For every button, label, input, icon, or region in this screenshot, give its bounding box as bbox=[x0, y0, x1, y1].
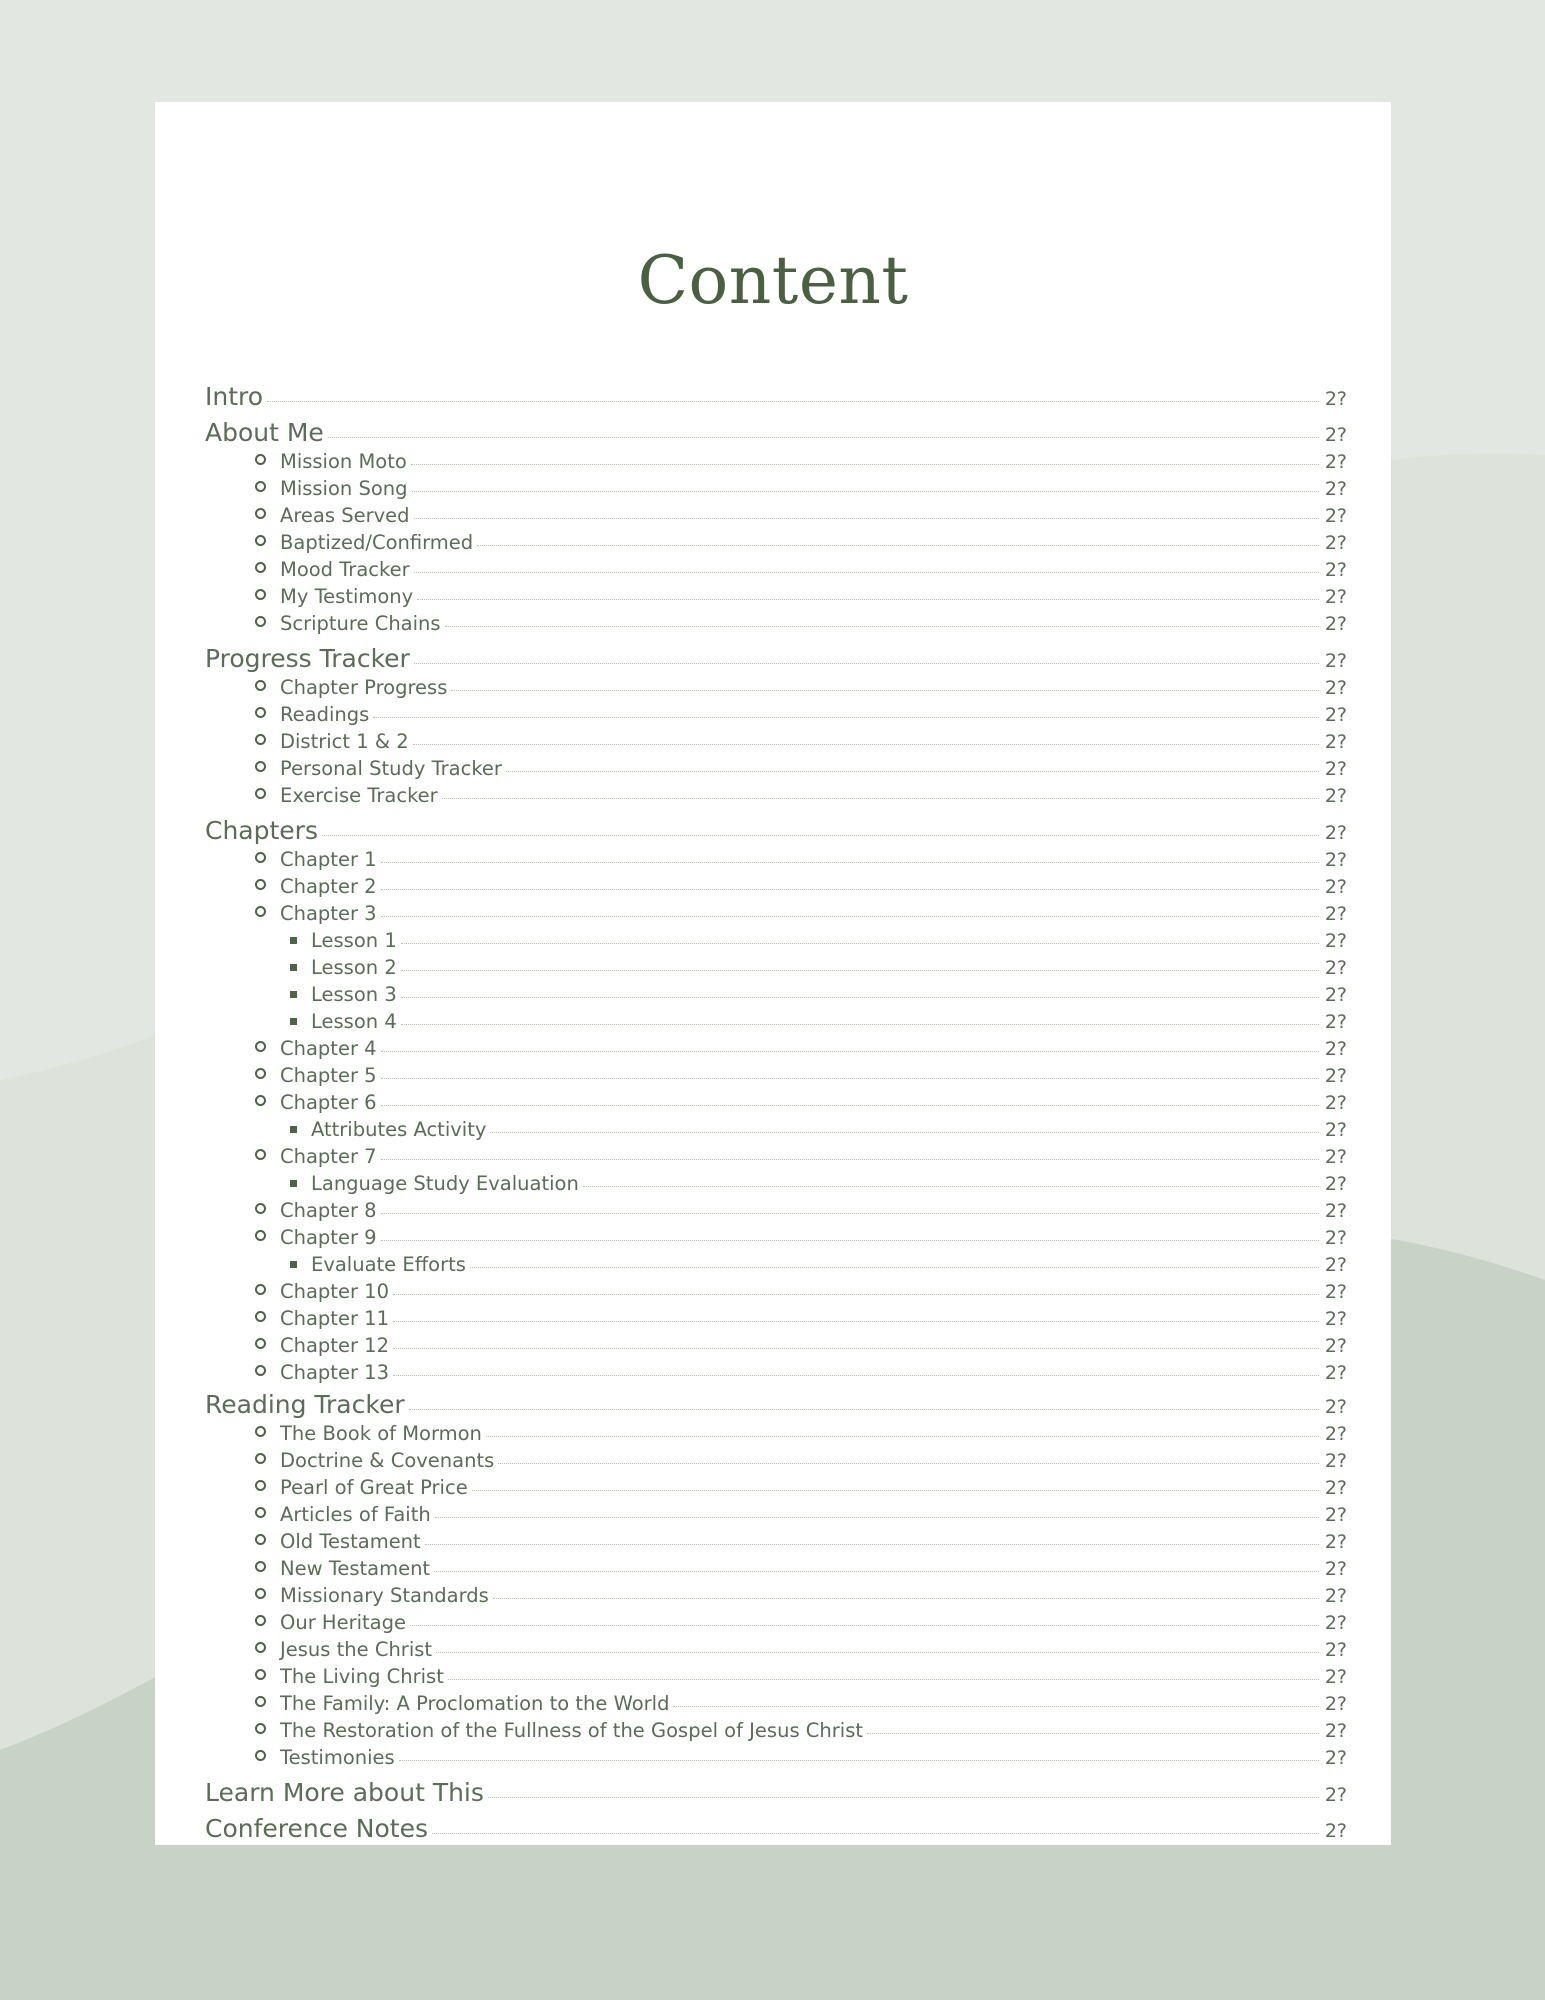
circle-bullet-icon bbox=[255, 761, 266, 772]
dot-leader bbox=[451, 690, 1318, 691]
toc-entry-page-number: 2? bbox=[1324, 1477, 1347, 1499]
dot-leader bbox=[435, 1517, 1319, 1518]
toc-entry[interactable] bbox=[205, 1778, 1347, 1807]
toc-entry[interactable] bbox=[205, 1064, 1347, 1087]
toc-entry-label: Reading Tracker bbox=[205, 1390, 405, 1419]
dot-leader bbox=[414, 663, 1319, 664]
dot-leader bbox=[393, 1375, 1319, 1376]
toc-entry-page-number: 2? bbox=[1324, 849, 1347, 871]
toc-entry-label: Chapter 6 bbox=[280, 1091, 377, 1114]
circle-bullet-icon bbox=[255, 1453, 266, 1464]
dot-leader bbox=[477, 545, 1319, 546]
toc-entry-page-number: 2? bbox=[1324, 1146, 1347, 1168]
dot-leader bbox=[381, 889, 1319, 890]
circle-bullet-icon bbox=[255, 1149, 266, 1160]
circle-bullet-icon bbox=[255, 1203, 266, 1214]
toc-entry-label: Personal Study Tracker bbox=[280, 757, 502, 780]
page-title: Content bbox=[637, 242, 909, 319]
toc-entry-page-number: 2? bbox=[1324, 478, 1347, 500]
toc-entry[interactable] bbox=[205, 450, 1347, 473]
toc-entry[interactable] bbox=[205, 1814, 1347, 1843]
toc-entry-label: About Me bbox=[205, 418, 324, 447]
toc-entry[interactable] bbox=[205, 558, 1347, 581]
dot-leader bbox=[867, 1733, 1319, 1734]
square-bullet-icon bbox=[290, 1261, 297, 1268]
toc-entry-label: District 1 & 2 bbox=[280, 730, 409, 753]
toc-entry-page-number: 2? bbox=[1324, 650, 1347, 672]
circle-bullet-icon bbox=[255, 562, 266, 573]
toc-entry[interactable] bbox=[205, 1584, 1347, 1607]
toc-entry-label: Pearl of Great Price bbox=[280, 1476, 468, 1499]
toc-entry-page-number: 2? bbox=[1324, 1693, 1347, 1715]
toc-entry-label: Progress Tracker bbox=[205, 644, 410, 673]
dot-leader bbox=[445, 626, 1319, 627]
toc-entry-label: Testimonies bbox=[280, 1746, 395, 1769]
toc-entry-page-number: 2? bbox=[1324, 1784, 1347, 1806]
toc-entry[interactable] bbox=[205, 1746, 1347, 1769]
toc-entry[interactable] bbox=[205, 644, 1347, 673]
circle-bullet-icon bbox=[255, 734, 266, 745]
toc-entry-page-number: 2? bbox=[1324, 1011, 1347, 1033]
toc-entry-page-number: 2? bbox=[1324, 532, 1347, 554]
square-bullet-icon bbox=[290, 1180, 297, 1187]
toc-entry[interactable] bbox=[205, 1172, 1347, 1195]
toc-entry-page-number: 2? bbox=[1324, 559, 1347, 581]
toc-entry-page-number: 2? bbox=[1324, 677, 1347, 699]
circle-bullet-icon bbox=[255, 1426, 266, 1437]
circle-bullet-icon bbox=[255, 707, 266, 718]
dot-leader bbox=[417, 599, 1319, 600]
circle-bullet-icon bbox=[255, 1669, 266, 1680]
toc-entry-label: Chapter 2 bbox=[280, 875, 377, 898]
circle-bullet-icon bbox=[255, 1561, 266, 1572]
dot-leader bbox=[434, 1571, 1319, 1572]
dot-leader bbox=[401, 997, 1319, 998]
dot-leader bbox=[267, 401, 1319, 402]
dot-leader bbox=[486, 1436, 1319, 1437]
dot-leader bbox=[381, 1105, 1319, 1106]
toc-entry[interactable] bbox=[205, 1611, 1347, 1634]
circle-bullet-icon bbox=[255, 616, 266, 627]
toc-entry-page-number: 2? bbox=[1324, 1423, 1347, 1445]
dot-leader bbox=[381, 1213, 1319, 1214]
dot-leader bbox=[381, 1078, 1319, 1079]
toc-entry-page-number: 2? bbox=[1324, 424, 1347, 446]
toc-entry[interactable] bbox=[205, 983, 1347, 1006]
circle-bullet-icon bbox=[255, 454, 266, 465]
dot-leader bbox=[413, 744, 1319, 745]
dot-leader bbox=[410, 1625, 1319, 1626]
toc-entry-label: Readings bbox=[280, 703, 370, 726]
square-bullet-icon bbox=[290, 937, 297, 944]
dot-leader bbox=[373, 717, 1319, 718]
dot-leader bbox=[381, 862, 1319, 863]
toc-entry-page-number: 2? bbox=[1324, 613, 1347, 635]
toc-entry-page-number: 2? bbox=[1324, 876, 1347, 898]
toc-entry[interactable] bbox=[205, 848, 1347, 871]
toc-entry-page-number: 2? bbox=[1324, 586, 1347, 608]
toc-entry[interactable] bbox=[205, 531, 1347, 554]
circle-bullet-icon bbox=[255, 1338, 266, 1349]
toc-entry[interactable] bbox=[205, 1091, 1347, 1114]
dot-leader bbox=[401, 943, 1319, 944]
toc-entry[interactable] bbox=[205, 816, 1347, 845]
toc-entry-label: Mission Song bbox=[280, 477, 408, 500]
toc-entry[interactable] bbox=[205, 1557, 1347, 1580]
circle-bullet-icon bbox=[255, 852, 266, 863]
circle-bullet-icon bbox=[255, 788, 266, 799]
square-bullet-icon bbox=[290, 964, 297, 971]
dot-leader bbox=[393, 1321, 1319, 1322]
toc-entry-page-number: 2? bbox=[1324, 1666, 1347, 1688]
square-bullet-icon bbox=[290, 1018, 297, 1025]
circle-bullet-icon bbox=[255, 906, 266, 917]
dot-leader bbox=[401, 1024, 1319, 1025]
toc-entry[interactable] bbox=[205, 703, 1347, 726]
circle-bullet-icon bbox=[255, 1284, 266, 1295]
toc-entry-label: Learn More about This bbox=[205, 1778, 484, 1807]
toc-entry-page-number: 2? bbox=[1324, 1747, 1347, 1769]
circle-bullet-icon bbox=[255, 1365, 266, 1376]
toc-entry-label: The Family: A Proclomation to the World bbox=[280, 1692, 670, 1715]
toc-entry-page-number: 2? bbox=[1324, 1612, 1347, 1634]
toc-entry[interactable] bbox=[205, 1037, 1347, 1060]
toc-entry-label: Lesson 2 bbox=[311, 956, 397, 979]
toc-entry[interactable] bbox=[205, 1449, 1347, 1472]
toc-entry-page-number: 2? bbox=[1324, 1308, 1347, 1330]
toc-entry-label: Mission Moto bbox=[280, 450, 407, 473]
dot-leader bbox=[412, 491, 1319, 492]
circle-bullet-icon bbox=[255, 680, 266, 691]
toc-entry[interactable] bbox=[205, 1199, 1347, 1222]
toc-entry-label: Language Study Evaluation bbox=[311, 1172, 579, 1195]
toc-entry-label: Lesson 1 bbox=[311, 929, 397, 952]
toc-entry[interactable] bbox=[205, 418, 1347, 447]
toc-entry-label: Chapter 8 bbox=[280, 1199, 377, 1222]
toc-entry[interactable] bbox=[205, 1334, 1347, 1357]
toc-entry-page-number: 2? bbox=[1324, 930, 1347, 952]
dot-leader bbox=[393, 1294, 1319, 1295]
toc-entry-label: New Testament bbox=[280, 1557, 431, 1580]
toc-entry-label: Chapter 5 bbox=[280, 1064, 377, 1087]
toc-entry-label: Lesson 3 bbox=[311, 983, 397, 1006]
toc-entry-label: Evaluate Efforts bbox=[311, 1253, 466, 1276]
toc-entry-page-number: 2? bbox=[1324, 731, 1347, 753]
toc-entry-page-number: 2? bbox=[1324, 1200, 1347, 1222]
dot-leader bbox=[381, 1159, 1319, 1160]
toc-entry-label: Mood Tracker bbox=[280, 558, 410, 581]
dot-leader bbox=[506, 771, 1319, 772]
dot-leader bbox=[673, 1706, 1318, 1707]
toc-entry-label: Chapter 10 bbox=[280, 1280, 389, 1303]
toc-entry-page-number: 2? bbox=[1324, 1119, 1347, 1141]
dot-leader bbox=[381, 916, 1319, 917]
circle-bullet-icon bbox=[255, 1230, 266, 1241]
dot-leader bbox=[583, 1186, 1319, 1187]
toc-entry-label: Chapter Progress bbox=[280, 676, 448, 699]
toc-entry-label: Chapter 7 bbox=[280, 1145, 377, 1168]
toc-entry-label: Missionary Standards bbox=[280, 1584, 489, 1607]
toc-entry-page-number: 2? bbox=[1324, 785, 1347, 807]
toc-entry-page-number: 2? bbox=[1324, 1065, 1347, 1087]
toc-entry-page-number: 2? bbox=[1324, 984, 1347, 1006]
toc-entry-label: The Book of Mormon bbox=[280, 1422, 482, 1445]
circle-bullet-icon bbox=[255, 1311, 266, 1322]
dot-leader bbox=[425, 1544, 1319, 1545]
dot-leader bbox=[414, 518, 1319, 519]
toc-entry-page-number: 2? bbox=[1324, 388, 1347, 410]
dot-leader bbox=[411, 464, 1319, 465]
dot-leader bbox=[448, 1679, 1319, 1680]
toc-entry[interactable] bbox=[205, 902, 1347, 925]
dot-leader bbox=[432, 1833, 1319, 1834]
circle-bullet-icon bbox=[255, 1642, 266, 1653]
toc-entry-label: Baptized/Confirmed bbox=[280, 531, 474, 554]
toc-entry-page-number: 2? bbox=[1324, 1558, 1347, 1580]
dot-leader bbox=[409, 1409, 1319, 1410]
toc-entry-label: The Living Christ bbox=[280, 1665, 444, 1688]
toc-entry-page-number: 2? bbox=[1324, 903, 1347, 925]
table-of-contents bbox=[155, 102, 1391, 1845]
circle-bullet-icon bbox=[255, 1723, 266, 1734]
toc-entry[interactable] bbox=[205, 1390, 1347, 1419]
toc-entry[interactable] bbox=[205, 1503, 1347, 1526]
toc-entry-page-number: 2? bbox=[1324, 704, 1347, 726]
toc-entry-page-number: 2? bbox=[1324, 1335, 1347, 1357]
toc-entry-label: My Testimony bbox=[280, 585, 414, 608]
toc-entry-label: Doctrine & Covenants bbox=[280, 1449, 495, 1472]
dot-leader bbox=[322, 835, 1319, 836]
toc-entry-page-number: 2? bbox=[1324, 957, 1347, 979]
toc-entry-page-number: 2? bbox=[1324, 1585, 1347, 1607]
toc-entry-page-number: 2? bbox=[1324, 1531, 1347, 1553]
circle-bullet-icon bbox=[255, 1615, 266, 1626]
toc-entry[interactable] bbox=[205, 1361, 1347, 1384]
toc-entry-label: Attributes Activity bbox=[311, 1118, 487, 1141]
circle-bullet-icon bbox=[255, 1588, 266, 1599]
toc-entry[interactable] bbox=[205, 929, 1347, 952]
toc-entry[interactable] bbox=[205, 676, 1347, 699]
toc-entry[interactable] bbox=[205, 1422, 1347, 1445]
dot-leader bbox=[498, 1463, 1319, 1464]
toc-entry-label: Old Testament bbox=[280, 1530, 421, 1553]
toc-entry[interactable] bbox=[205, 1692, 1347, 1715]
toc-entry-label: Chapter 3 bbox=[280, 902, 377, 925]
circle-bullet-icon bbox=[255, 1507, 266, 1518]
dot-leader bbox=[490, 1132, 1318, 1133]
toc-entry-page-number: 2? bbox=[1324, 1254, 1347, 1276]
toc-entry[interactable] bbox=[205, 956, 1347, 979]
toc-entry-page-number: 2? bbox=[1324, 1173, 1347, 1195]
circle-bullet-icon bbox=[255, 1696, 266, 1707]
toc-entry[interactable] bbox=[205, 1253, 1347, 1276]
toc-entry-page-number: 2? bbox=[1324, 758, 1347, 780]
toc-entry-label: The Restoration of the Fullness of the Gospel of Jesus Christ bbox=[280, 1719, 864, 1742]
square-bullet-icon bbox=[290, 1126, 297, 1133]
toc-entry-page-number: 2? bbox=[1324, 1639, 1347, 1661]
toc-entry-page-number: 2? bbox=[1324, 1038, 1347, 1060]
dot-leader bbox=[414, 572, 1319, 573]
toc-entry-label: Articles of Faith bbox=[280, 1503, 431, 1526]
dot-leader bbox=[472, 1490, 1319, 1491]
dot-leader bbox=[381, 1051, 1319, 1052]
toc-entry-label: Exercise Tracker bbox=[280, 784, 438, 807]
toc-entry[interactable] bbox=[205, 504, 1347, 527]
circle-bullet-icon bbox=[255, 1095, 266, 1106]
dot-leader bbox=[401, 970, 1319, 971]
toc-entry[interactable] bbox=[205, 757, 1347, 780]
circle-bullet-icon bbox=[255, 481, 266, 492]
toc-entry-page-number: 2? bbox=[1324, 1281, 1347, 1303]
toc-entry[interactable] bbox=[205, 1010, 1347, 1033]
toc-entry-page-number: 2? bbox=[1324, 1820, 1347, 1842]
toc-entry-page-number: 2? bbox=[1324, 1362, 1347, 1384]
toc-entry[interactable] bbox=[205, 730, 1347, 753]
toc-entry[interactable] bbox=[205, 585, 1347, 608]
toc-entry[interactable] bbox=[205, 612, 1347, 635]
toc-entry-label: Jesus the Christ bbox=[280, 1638, 433, 1661]
toc-entry-page-number: 2? bbox=[1324, 1720, 1347, 1742]
toc-entry[interactable] bbox=[205, 477, 1347, 500]
circle-bullet-icon bbox=[255, 535, 266, 546]
toc-entry[interactable] bbox=[205, 1530, 1347, 1553]
toc-entry[interactable] bbox=[205, 784, 1347, 807]
dot-leader bbox=[442, 798, 1319, 799]
circle-bullet-icon bbox=[255, 1534, 266, 1545]
dot-leader bbox=[436, 1652, 1319, 1653]
dot-leader bbox=[488, 1797, 1319, 1798]
toc-entry[interactable] bbox=[205, 1665, 1347, 1688]
circle-bullet-icon bbox=[255, 1750, 266, 1761]
dot-leader bbox=[381, 1240, 1319, 1241]
toc-entry[interactable] bbox=[205, 1280, 1347, 1303]
toc-entry[interactable] bbox=[205, 1719, 1347, 1742]
toc-entry-label: Chapter 13 bbox=[280, 1361, 389, 1384]
toc-entry-page-number: 2? bbox=[1324, 1227, 1347, 1249]
toc-entry[interactable] bbox=[205, 382, 1347, 411]
toc-entry-page-number: 2? bbox=[1324, 451, 1347, 473]
dot-leader bbox=[393, 1348, 1319, 1349]
dot-leader bbox=[399, 1760, 1319, 1761]
toc-entry-label: Chapters bbox=[205, 816, 318, 845]
toc-entry-label: Scripture Chains bbox=[280, 612, 441, 635]
circle-bullet-icon bbox=[255, 1041, 266, 1052]
toc-entry[interactable] bbox=[205, 1145, 1347, 1168]
circle-bullet-icon bbox=[255, 879, 266, 890]
toc-entry-label: Conference Notes bbox=[205, 1814, 429, 1843]
toc-entry-label: Chapter 12 bbox=[280, 1334, 389, 1357]
square-bullet-icon bbox=[290, 991, 297, 998]
toc-entry-page-number: 2? bbox=[1324, 505, 1347, 527]
toc-entry[interactable] bbox=[205, 1476, 1347, 1499]
toc-entry[interactable] bbox=[205, 1307, 1347, 1330]
toc-entry-label: Intro bbox=[205, 382, 264, 411]
circle-bullet-icon bbox=[255, 589, 266, 600]
dot-leader bbox=[470, 1267, 1319, 1268]
toc-page bbox=[155, 102, 1391, 1845]
circle-bullet-icon bbox=[255, 1480, 266, 1491]
toc-entry-page-number: 2? bbox=[1324, 1396, 1347, 1418]
toc-entry-label: Lesson 4 bbox=[311, 1010, 397, 1033]
toc-entry[interactable] bbox=[205, 1118, 1347, 1141]
toc-entry-page-number: 2? bbox=[1324, 1450, 1347, 1472]
toc-entry-label: Chapter 1 bbox=[280, 848, 377, 871]
toc-entry-label: Areas Served bbox=[280, 504, 410, 527]
toc-entry-label: Our Heritage bbox=[280, 1611, 406, 1634]
toc-entry-page-number: 2? bbox=[1324, 1092, 1347, 1114]
toc-entry-page-number: 2? bbox=[1324, 822, 1347, 844]
toc-entry[interactable] bbox=[205, 1226, 1347, 1249]
toc-entry-label: Chapter 4 bbox=[280, 1037, 377, 1060]
circle-bullet-icon bbox=[255, 1068, 266, 1079]
toc-entry[interactable] bbox=[205, 875, 1347, 898]
circle-bullet-icon bbox=[255, 508, 266, 519]
dot-leader bbox=[493, 1598, 1319, 1599]
toc-entry-label: Chapter 11 bbox=[280, 1307, 389, 1330]
toc-entry[interactable] bbox=[205, 1638, 1347, 1661]
toc-entry-label: Chapter 9 bbox=[280, 1226, 377, 1249]
dot-leader bbox=[328, 437, 1319, 438]
toc-entry-page-number: 2? bbox=[1324, 1504, 1347, 1526]
